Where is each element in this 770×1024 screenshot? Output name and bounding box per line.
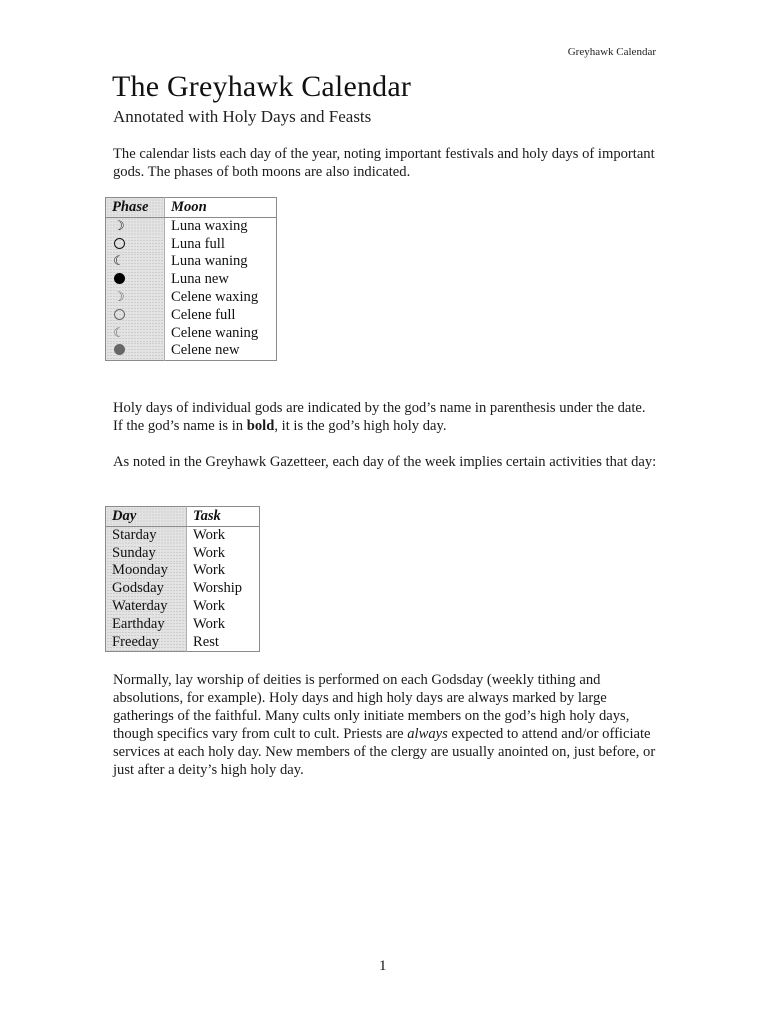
moon-label-cell: Luna full — [171, 235, 225, 252]
day-cell: Waterday — [106, 598, 187, 616]
moon-table-row — [106, 342, 277, 360]
moon-crescent-waning-icon: ☾ — [113, 325, 125, 341]
moon-circle-outline-icon — [114, 238, 125, 249]
moon-table-row — [106, 236, 277, 254]
moon-label-cell: Luna waning — [171, 253, 248, 270]
moon-crescent-waxing-icon: ☽ — [113, 218, 125, 234]
moon-label-cell: Celene waning — [171, 324, 259, 341]
moon-table-row — [106, 217, 277, 235]
week-table-row — [106, 634, 260, 652]
holy-days-text-2: , it is the god’s high holy day. — [274, 418, 447, 434]
moon-table-row — [106, 325, 277, 343]
moon-table-header-row — [106, 198, 277, 218]
moon-column-header: Moon — [165, 198, 277, 218]
day-column-header: Day — [106, 507, 187, 527]
day-cell: Freeday — [106, 634, 187, 652]
closing-text-2: expected to attend and/or officiate services at each holy day. New members of the clergy are usually anointed on, just before, or just after a deity’s high holy day. — [113, 726, 656, 778]
day-cell: Moonday — [106, 562, 187, 580]
holy-days-text-1: Holy days of individual gods are indicated by the god’s name in parenthesis under the date. If the god’s name is in — [113, 400, 646, 434]
moon-crescent-waning-icon: ☾ — [113, 254, 125, 270]
page-subtitle: Annotated with Holy Days and Feasts — [113, 107, 372, 126]
task-cell: Work — [193, 562, 226, 579]
task-cell: Work — [193, 526, 226, 543]
moon-label-cell: Luna waxing — [171, 217, 248, 234]
closing-italic-word: always — [407, 726, 448, 742]
phase-cell — [106, 271, 165, 289]
running-header: Greyhawk Calendar — [567, 46, 656, 58]
week-table-row — [106, 526, 260, 544]
moon-phase-table — [105, 197, 277, 361]
task-cell: Rest — [193, 633, 219, 650]
moon-circle-outline-icon — [114, 309, 125, 320]
intro-paragraph: The calendar lists each day of the year, noting important festivals and holy days of important gods. The phases of both moons are also indicated. — [113, 146, 655, 180]
phase-cell — [106, 342, 165, 360]
week-table-row — [106, 598, 260, 616]
task-column-header: Task — [187, 507, 260, 527]
moon-table-row — [106, 307, 277, 325]
week-table-row — [106, 580, 260, 598]
moon-circle-filled-icon — [114, 344, 125, 355]
moon-label-cell: Celene full — [171, 306, 236, 323]
task-cell: Worship — [193, 580, 243, 597]
week-table-header-row — [106, 507, 260, 527]
moon-label-cell: Luna new — [171, 271, 229, 288]
holy-days-bold-word: bold — [246, 418, 275, 434]
week-table-row — [106, 616, 260, 634]
day-cell: Sunday — [106, 545, 187, 563]
phase-column-header: Phase — [106, 198, 165, 218]
day-cell: Starday — [106, 526, 187, 544]
holy-days-paragraph — [113, 399, 658, 435]
task-cell: Work — [193, 544, 226, 561]
phase-cell — [106, 236, 165, 254]
moon-label-cell: Celene new — [171, 342, 240, 359]
task-cell: Work — [193, 615, 226, 632]
closing-text-1: Normally, lay worship of deities is performed on each Godsday (weekly tithing and absolutions, for example). Holy days and high holy days are always marked by large gatherings of the faithful. Many cults only initiate members on the god’s high holy days, though specifics vary from cult to cult. Priests are — [113, 672, 630, 742]
phase-cell — [106, 325, 165, 343]
page-number: 1 — [379, 958, 387, 974]
closing-paragraph — [113, 671, 658, 779]
phase-cell — [106, 289, 165, 307]
moon-table-row — [106, 253, 277, 271]
moon-table-row — [106, 271, 277, 289]
moon-label-cell: Celene waxing — [171, 288, 259, 305]
phase-cell — [106, 253, 165, 271]
moon-table-row — [106, 289, 277, 307]
week-intro-paragraph: As noted in the Greyhawk Gazetteer, each day of the week implies certain activities that day: — [113, 454, 657, 470]
week-table-row — [106, 562, 260, 580]
day-cell: Godsday — [106, 580, 187, 598]
page-title: The Greyhawk Calendar — [112, 70, 412, 103]
phase-cell — [106, 217, 165, 235]
task-cell: Work — [193, 597, 226, 614]
week-table-row — [106, 545, 260, 563]
weekday-task-table — [105, 506, 260, 652]
day-cell: Earthday — [106, 616, 187, 634]
moon-circle-filled-icon — [114, 273, 125, 284]
moon-crescent-waxing-icon: ☽ — [113, 289, 125, 305]
phase-cell — [106, 307, 165, 325]
